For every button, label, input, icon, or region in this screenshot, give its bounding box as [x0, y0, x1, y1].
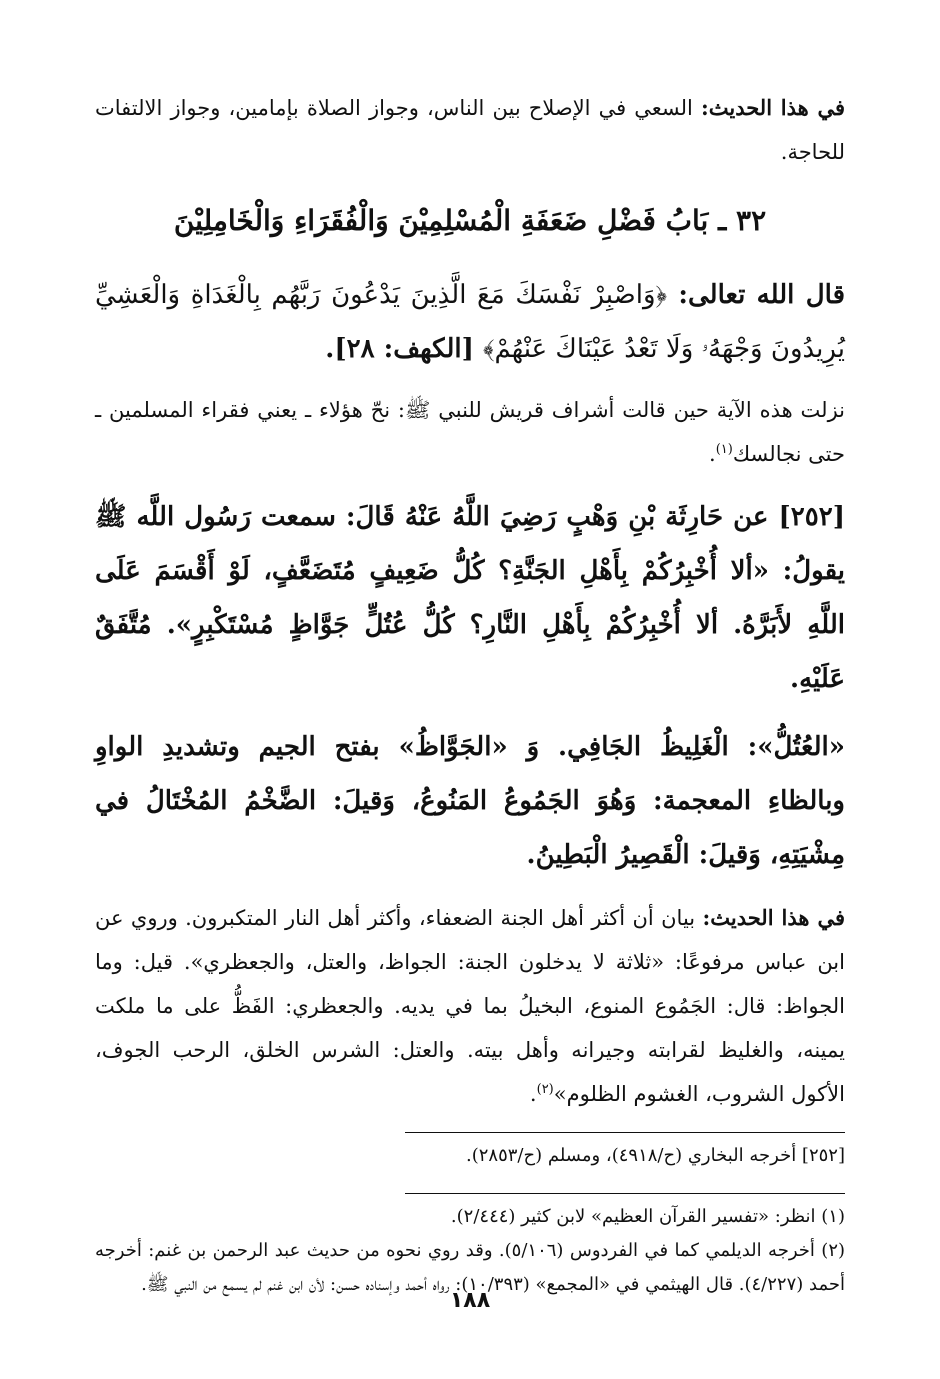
footnote-1: (١) انظر: «تفسير القرآن العظيم» لابن كثير (٢/٤٤٤). [450, 1206, 845, 1227]
intro-lead: في هذا الحديث: [701, 95, 845, 120]
verse-note-text: نزلت هذه الآية حين قالت أشراف قريش للنبي ﷺ: نحّ هؤلاء ـ يعني فقراء المسلمين ـ حتى نجالسك [95, 398, 845, 466]
commentary-paragraph [95, 896, 845, 1116]
footnote-marker-2: (٢) [536, 1082, 554, 1097]
commentary-lead: في هذا الحديث: [702, 905, 846, 930]
takhrij-note: [٢٥٢] أخرجه البخاري (ح/٤٩١٨)، ومسلم (ح/٢٨٥٣). [466, 1145, 845, 1166]
hadith-text: [٢٥٢] عن حَارِثَة بْنِ وَهْبٍ رَضِيَ اللَّهُ عَنْهُ قَالَ: سمعت رَسُول اللَّه ﷺ يقولُ: «ألا أُخْبِرُكُمْ بِأَهْلِ الجَنَّةِ؟ كُلُّ ضَعِيفٍ مُتَضَعَّفٍ، لَوْ أَقْسَمَ عَلَى اللَّهِ لأَبَرَّهُ. ألا أُخْبِرُكُمْ بِأَهْلِ النَّارِ؟ كُلُّ عُتُلٍّ جَوَّاظٍ مُسْتَكْبِرٍ». مُتَّفَقٌ عَلَيْهِ. [95, 502, 845, 694]
verse-text: ﴿وَاصْبِرْ نَفْسَكَ مَعَ الَّذِينَ يَدْعُونَ رَبَّهُم بِالْغَدَاةِ وَالْعَشِيِّ يُرِيدُونَ وَجْهَهُۥ وَلَا تَعْدُ عَيْنَاكَ عَنْهُمْ﴾ [95, 280, 845, 364]
commentary-text: بيان أن أكثر أهل الجنة الضعفاء، وأكثر أهل النار المتكبرون. وروي عن ابن عباس مرفوعًا: «ثلاثة لا يدخلون الجنة: الجواظ، والعتل، والجعظري». قيل: وما الجواظ: قال: الجَمُوع المنوع، البخيلُ بما في يديه. والجعظري: الفَظُّ على ما ملكت يمينه، والغليظ لقرابته وجيرانه وأهل بيته. والعتل: الشرس الخلق، الرحب الجوف، الأكول الشروب، الغشوم الظلوم» [95, 906, 845, 1106]
quran-verse [95, 268, 845, 376]
intro-text: السعي في الإصلاح بين الناس، وجواز الصلاة بإمامين، وجواز الالتفات للحاجة. [95, 96, 845, 164]
footnote-2: (٢) أخرجه الديلمي كما في الفردوس (٥/١٠٦). وقد روي نحوه من حديث عبد الرحمن بن غنم: أخرجه أحمد (٤/٢٢٧). قال الهيثمي في «المجمع» (١٠/٣٩٣): رواه أحمد وإسناده حسن: لأن ابن غنم لم يسمع من النبي ﷺ. [95, 1240, 846, 1295]
takhrij-divider [405, 1132, 845, 1133]
footnote-list [95, 1200, 845, 1302]
verse-reference: [الكهف: ٢٨]. [325, 334, 483, 364]
commentary-end: . [529, 1082, 537, 1106]
footnotes-divider [405, 1193, 845, 1194]
intro-paragraph [95, 86, 845, 174]
verse-note [95, 388, 845, 476]
chapter-title: ٣٢ ـ بَابُ فَضْلِ ضَعَفَةِ الْمُسْلِمِيْنَ وَالْفُقَرَاءِ وَالْخَامِلِيْنَ [173, 204, 767, 237]
page-body [95, 86, 845, 1302]
page-number: ١٨٨ [449, 1288, 491, 1313]
verse-intro: قال الله تعالى: [667, 280, 845, 310]
verse-note-end: . [709, 442, 716, 466]
gloss-paragraph: «العُتُلُّ»: الْغَلِيظُ الجَافِي. وَ «الجَوَّاظُ» بفتح الجيم وتشديدِ الواوِ وبالظاءِ المعجمة: وَهُوَ الجَمُوعُ المَنُوعُ، وَقيلَ: الضَّخْمُ المُخْتَالُ في مِشْيَتِهِ، وَقيلَ: الْقَصِيرُ الْبَطِينُ. [95, 732, 845, 870]
footnote-marker-1: (١) [715, 442, 733, 457]
